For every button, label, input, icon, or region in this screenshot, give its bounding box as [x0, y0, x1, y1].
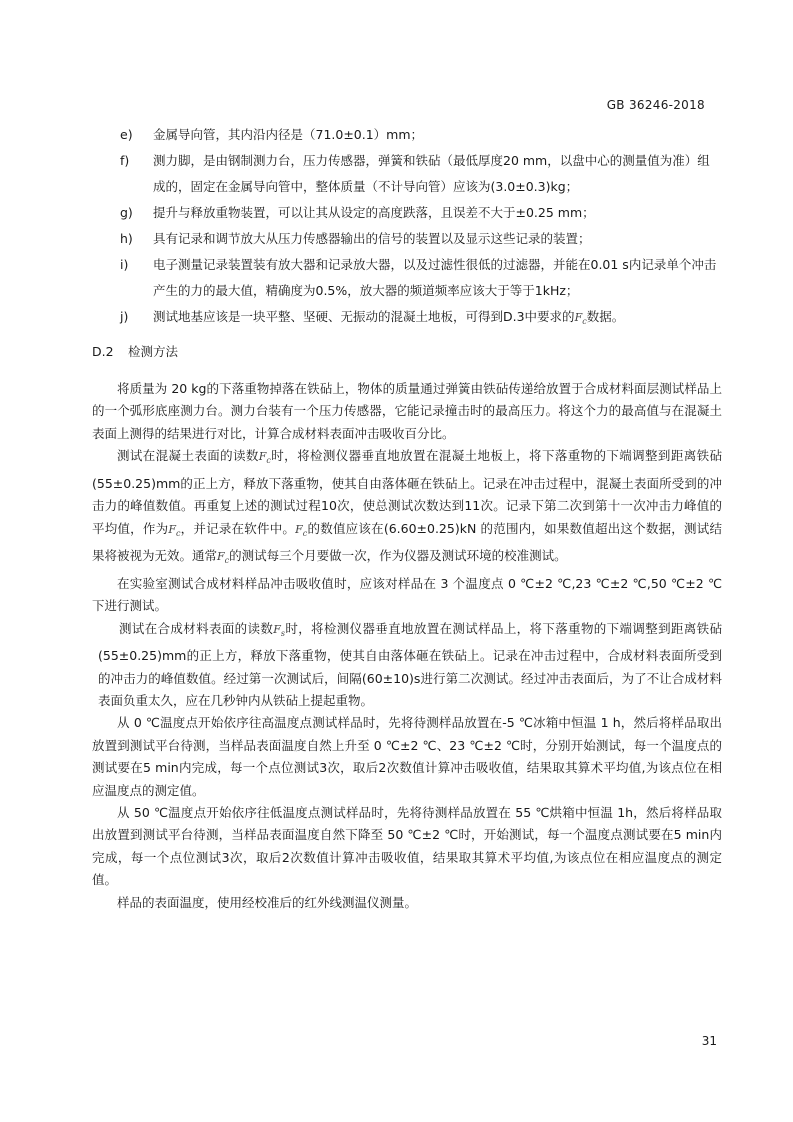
list-text: 电子测量记录装置装有放大器和记录放大器，以及过滤性很低的过滤器，并能在0.01 s内记录单个冲击产生的力的最大值，精确度为0.5%，放大器的频道频率应该大于等于1kHz； [153, 257, 717, 298]
list-text: 提升与释放重物装置，可以让其从设定的高度跌落，且误差不大于±0.25 mm； [153, 205, 595, 220]
fc-symbol: $F_c$ [295, 522, 308, 538]
paragraph: 从 0 ℃温度点开始依序往高温度点测试样品时，先将待测样品放置在-5 ℃冰箱中恒温 1 h，然后将样品取出放置到测试平台待测，当样品表面温度自然上升至 0 ℃±2 ℃、23 ℃±2 ℃时，分别开始测试，每一个温度点的测试要在5 min内完成，每一个点位测试3次，取后2次数值计算冲击吸收值，结果取其算术平均值,为该点位在相应温度点的测定值。 [92, 715, 722, 798]
fc-symbol: $F_c$ [258, 450, 271, 466]
paragraph: 将质量为 20 kg的下落重物掉落在铁砧上，物体的质量通过弹簧由铁砧传递给放置于合成材料面层测试样品上的一个弧形底座测力台。测力台装有一个压力传感器，它能记录撞击时的最高压力。将这个力的最高值与在混凝土表面上测得的结果进行对比，计算合成材料表面冲击吸收百分比。 [92, 381, 722, 441]
list-label: e) [120, 127, 133, 142]
paragraph: 样品的表面温度，使用经校准后的红外线测温仪测量。 [117, 894, 418, 910]
fc-symbol: $F_c$ [217, 550, 230, 566]
list-text: 数据。 [586, 309, 625, 324]
standard-code: GB 36246-2018 [606, 98, 705, 112]
fc-symbol: $F_c$ [168, 522, 181, 538]
paragraph: 测试在混凝土表面的读数$F_c$时，将检测仪器垂直地放置在混凝土地板上，将下落重物的下端调整到距离铁砧(55±0.25)mm的正上方，释放下落重物，使其自由落体砸在铁砧上。记录在冲击过程中，混凝土表面所受到的冲击力的峰值数值。再重复上述的测试过程10次，使总测试次数达到11次。记录下第二次到第十一次冲击力峰值的平均值，作为$F_c$，并记录在软件中。$F_c$的数值应该在(6.60±0.25)kN 的范围内，如果数值超出这个数据，测试结果将被视为无效。通常$F_c$的测试每三个月要做一次，作为仪器及测试环境的校准测试。 [92, 448, 722, 566]
fs-symbol: $F_s$ [273, 622, 285, 638]
list-label: j) [120, 309, 129, 324]
list-item-h [120, 226, 722, 252]
list-item-f [120, 148, 722, 200]
section-heading [92, 342, 722, 360]
list-item-i [120, 252, 722, 304]
list-label: h) [120, 231, 133, 246]
list-text: 具有记录和调节放大从压力传感器输出的信号的装置以及显示这些记录的装置； [153, 231, 591, 246]
list-label: f) [120, 153, 130, 168]
list-text: 金属导向管，其内沿内径是（71.0±0.1）mm； [153, 127, 424, 142]
list-item-e [120, 122, 722, 148]
list-label: i) [120, 257, 129, 272]
section-title: 检测方法 [128, 344, 179, 359]
list-item-j [120, 304, 722, 335]
paragraph: 从 50 ℃温度点开始依序往低温度点测试样品时，先将待测样品放置在 55 ℃烘箱中恒温 1h，然后将样品取出放置到测试平台待测，当样品表面温度自然下降至 50 ℃±2 ℃时，开始测试，每一个温度点测试要在5 min内完成，每一个点位测试3次，取后2次数值计算冲击吸收值，结果取其算术平均值,为该点位在相应温度点的测定值。 [92, 805, 722, 888]
paragraph: 在实验室测试合成材料样品冲击吸收值时，应该对样品在 3 个温度点 0 ℃±2 ℃,23 ℃±2 ℃,50 ℃±2 ℃下进行测试。 [92, 575, 722, 614]
section-number: D.2 [92, 344, 114, 359]
section-body [92, 378, 722, 914]
list-text: 测力脚，是由钢制测力台，压力传感器，弹簧和铁砧（最低厚度20 mm，以盘中心的测量值为准）组成的，固定在金属导向管中，整体质量（不计导向管）应该为(3.0±0.3)kg； [153, 153, 710, 194]
list-label: g) [120, 205, 133, 220]
page-number: 31 [701, 1034, 717, 1048]
paragraph: 测试在合成材料表面的读数$F_s$时，将检测仪器垂直地放置在测试样品上，将下落重物的下端调整到距离铁砧(55±0.25)mm的正上方，释放下落重物，使其自由落体砸在铁砧上。记录在冲击过程中，合成材料表面所受到的冲击力的峰值数值。经过第一次测试后，间隔(60±10)s进行第二次测试。经过冲击表面后，为了不让合成材料表面负重太久，应在几秒钟内从铁砧上提起重物。 [98, 620, 722, 709]
fc-symbol: $F_c$ [574, 311, 587, 327]
list-item-g [120, 200, 722, 226]
equipment-list [120, 122, 722, 335]
list-text: 测试地基应该是一块平整、坚硬、无振动的混凝土地板，可得到D.3中要求的 [153, 309, 575, 324]
